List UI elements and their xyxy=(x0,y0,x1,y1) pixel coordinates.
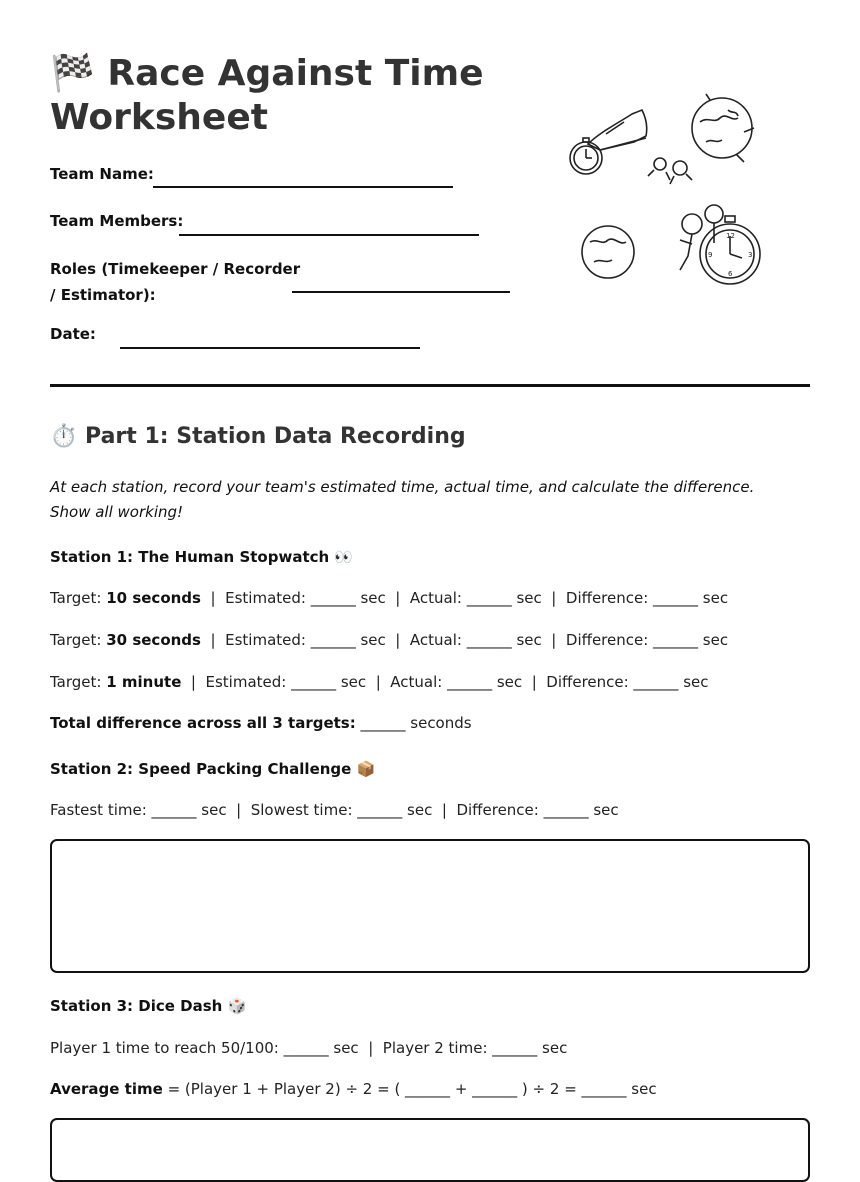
total-label: Total difference across all 3 targets: xyxy=(50,714,356,732)
race-illustration xyxy=(560,92,790,292)
kids-icon xyxy=(680,205,723,270)
globe-icon-bottom xyxy=(582,226,634,278)
team-members-label: Team Members: xyxy=(50,212,184,230)
row-rest: | Estimated: ______ sec | Actual: ______ sec | Difference: ______ sec xyxy=(181,673,709,691)
team-members-field[interactable] xyxy=(179,234,479,236)
svg-text:6: 6 xyxy=(728,270,733,278)
station3-row: Player 1 time to reach 50/100: ______ sec | Player 2 time: ______ sec xyxy=(50,1039,568,1057)
average-rest: = (Player 1 + Player 2) ÷ 2 = ( ______ + ______ ) ÷ 2 = ______ sec xyxy=(162,1080,657,1098)
part1-intro: At each station, record your team's estimated time, actual time, and calculate the difference. Show all working! xyxy=(50,478,755,521)
row-prefix: Target: xyxy=(50,673,107,691)
station3-average xyxy=(50,1080,657,1098)
team-name-label: Team Name: xyxy=(50,165,154,183)
row-target: 10 seconds xyxy=(106,589,201,607)
page-title xyxy=(50,52,520,140)
station2-title: Station 2: Speed Packing Challenge 📦 xyxy=(50,760,376,778)
globe-icon-top xyxy=(692,94,754,162)
station2-working-box[interactable] xyxy=(50,839,810,973)
svg-text:9: 9 xyxy=(708,251,713,259)
part1-title: ⏱️ Part 1: Station Data Recording xyxy=(50,424,466,449)
title-line-2: Worksheet xyxy=(50,97,268,138)
title-line-1: 🏁 Race Against Time xyxy=(50,53,484,94)
row-target: 1 minute xyxy=(106,673,182,691)
station2-row: Fastest time: ______ sec | Slowest time: ______ sec | Difference: ______ sec xyxy=(50,801,619,819)
row-prefix: Target: xyxy=(50,589,107,607)
small-stopwatch-icon xyxy=(570,138,602,174)
station1-row-2 xyxy=(50,631,728,649)
roles-field[interactable] xyxy=(292,291,510,293)
station1-row-1 xyxy=(50,589,728,607)
row-prefix: Target: xyxy=(50,631,107,649)
bug-icon xyxy=(648,158,692,184)
header-divider xyxy=(50,384,810,387)
station3-working-box[interactable] xyxy=(50,1118,810,1182)
station1-title: Station 1: The Human Stopwatch 👀 xyxy=(50,548,354,566)
svg-text:3: 3 xyxy=(748,251,753,259)
date-label: Date: xyxy=(50,325,96,343)
roles-label-line-1: Roles (Timekeeper / Recorder xyxy=(50,260,301,278)
roles-label xyxy=(50,256,300,308)
clock-icon xyxy=(700,216,760,284)
average-label: Average time xyxy=(50,1080,163,1098)
roles-label-line-2: / Estimator): xyxy=(50,286,156,304)
team-name-field[interactable] xyxy=(153,186,453,188)
station3-title: Station 3: Dice Dash 🎲 xyxy=(50,997,247,1015)
running-shoe-icon xyxy=(588,110,647,150)
svg-text:12: 12 xyxy=(726,232,735,240)
total-rest: ______ seconds xyxy=(355,714,472,732)
station1-row-3 xyxy=(50,673,709,691)
date-field[interactable] xyxy=(120,347,420,349)
row-rest: | Estimated: ______ sec | Actual: ______ sec | Difference: ______ sec xyxy=(200,631,729,649)
row-rest: | Estimated: ______ sec | Actual: ______ sec | Difference: ______ sec xyxy=(200,589,729,607)
row-target: 30 seconds xyxy=(106,631,201,649)
station1-total xyxy=(50,714,472,732)
